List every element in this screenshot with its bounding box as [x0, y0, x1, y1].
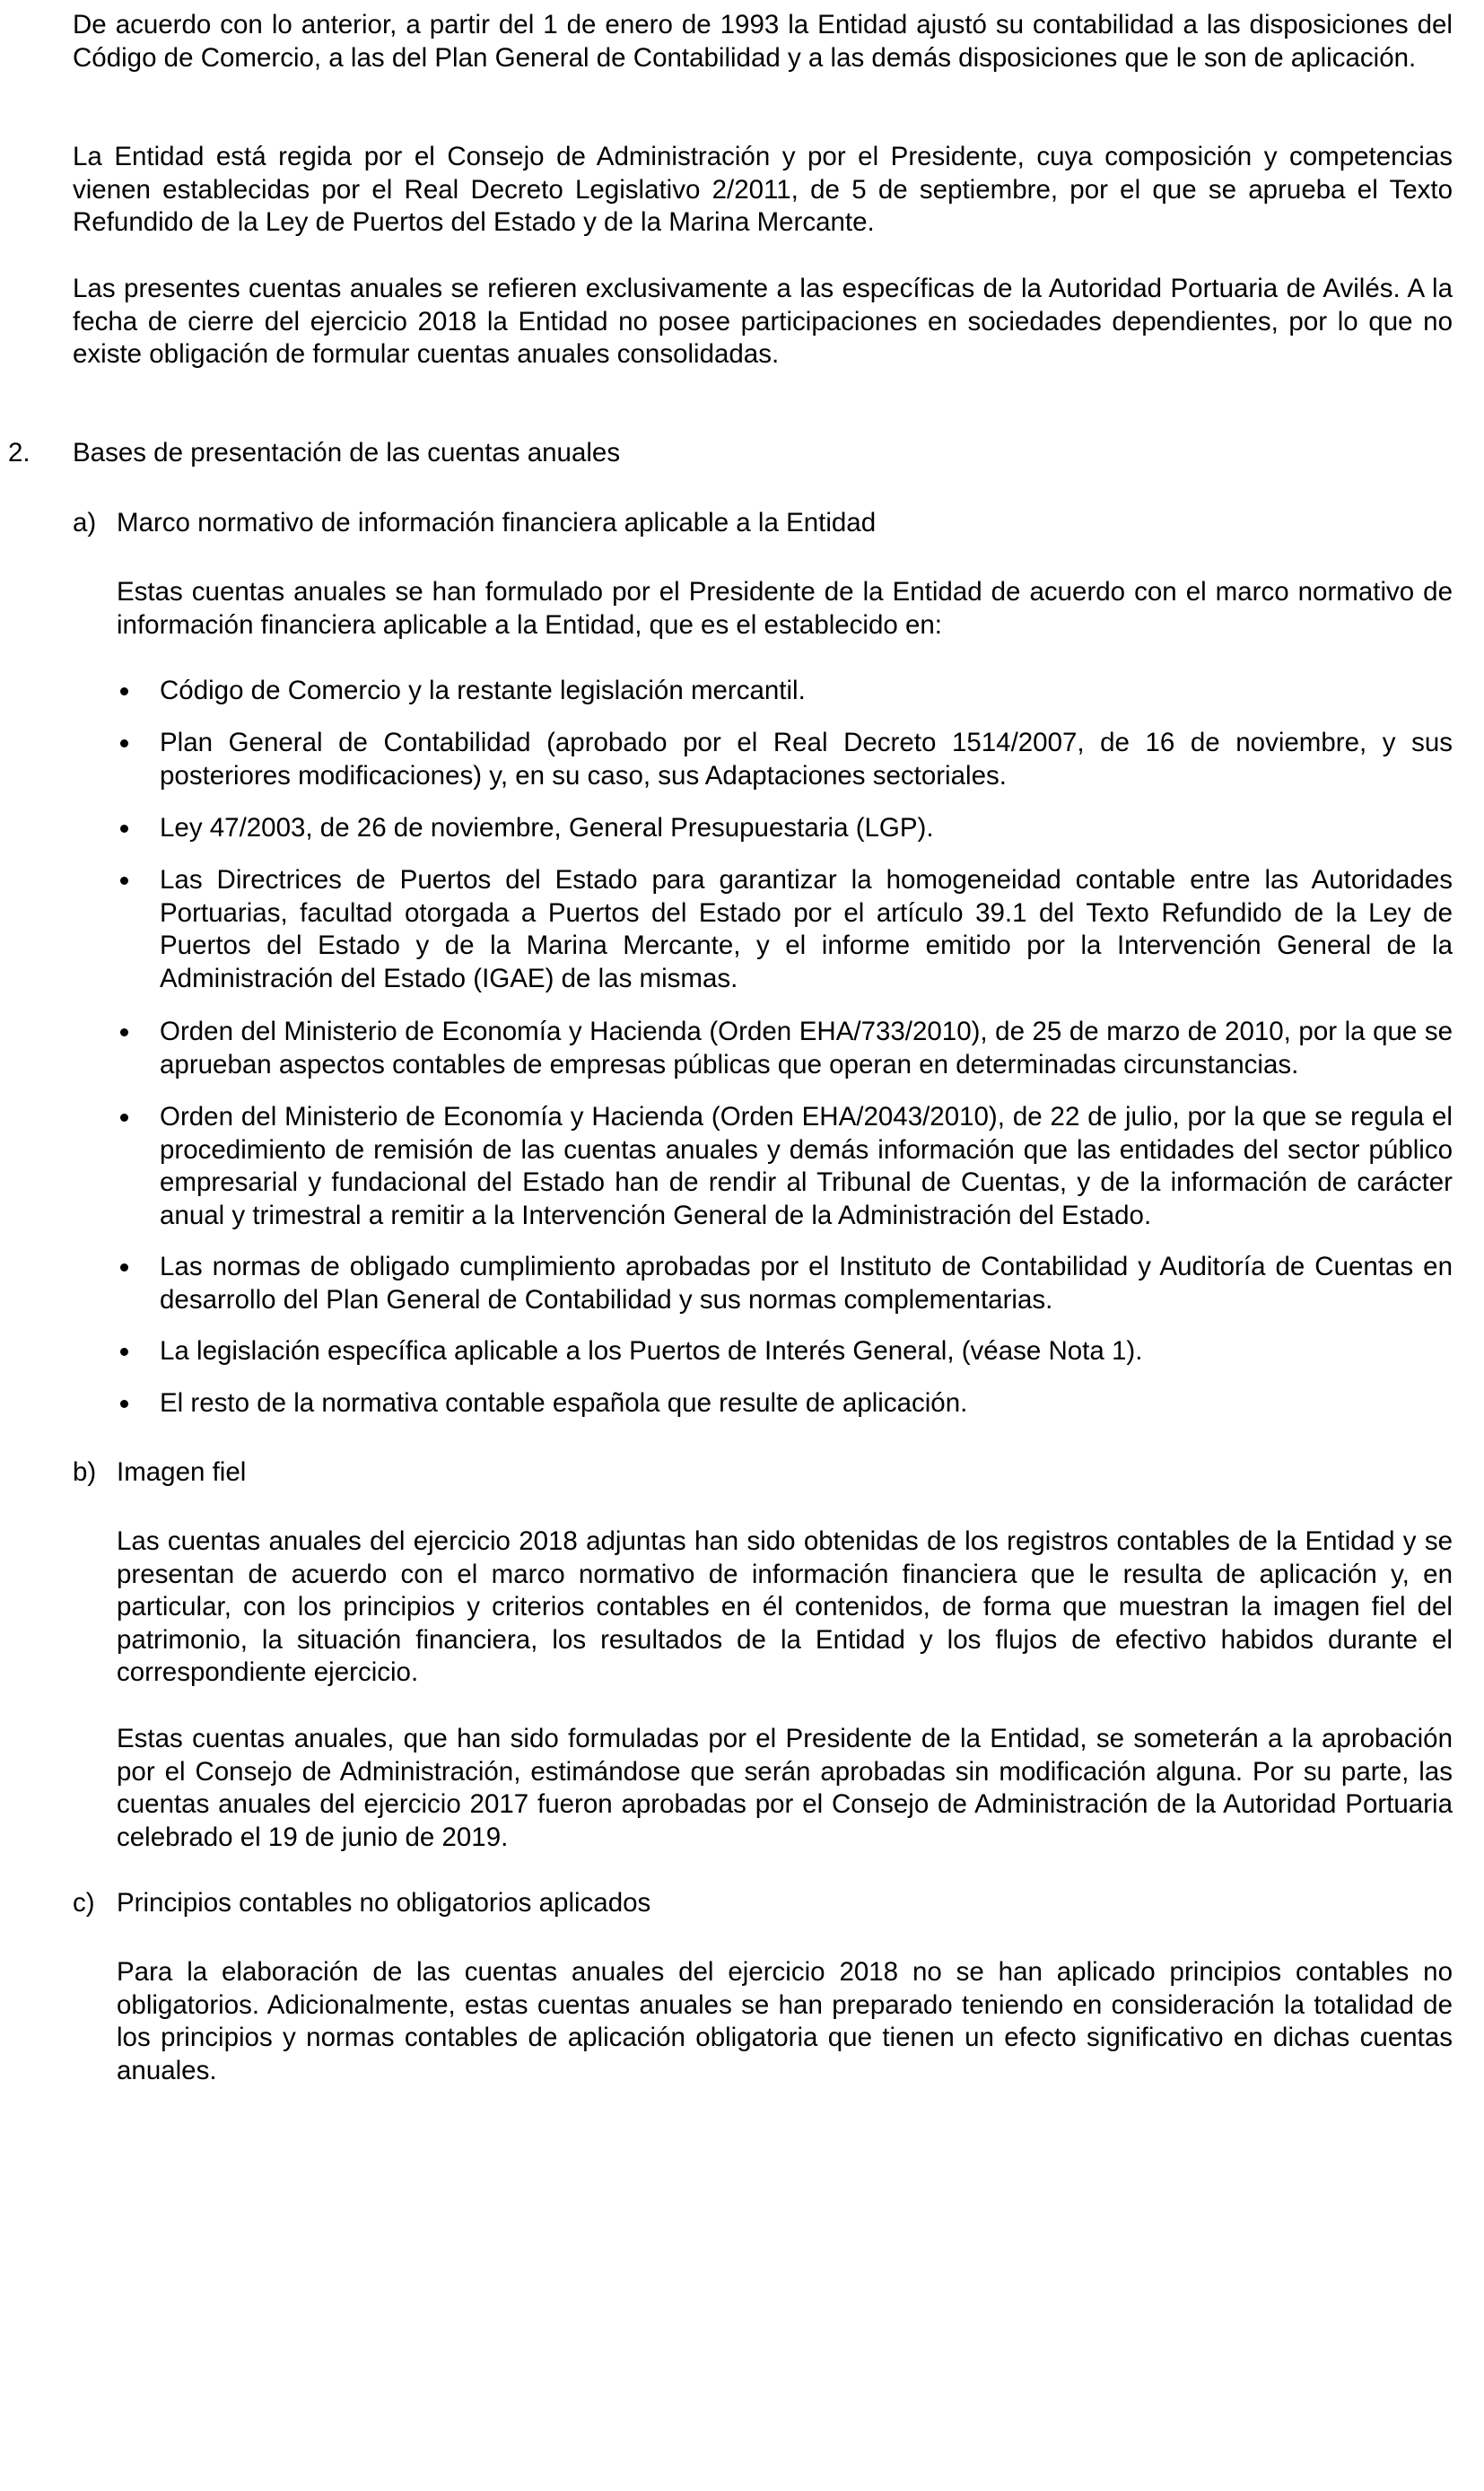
subsection-c-paragraph-1: Para la elaboración de las cuentas anuales del ejercicio 2018 no se han aplicado principios contables no obligatorios. Adicionalmente, estas cuentas anuales se han preparado teniendo en consideración la totalidad de los principios y normas contables de aplicación obligatoria que tienen un efecto significativo en dichas cuentas anuales. — [117, 1957, 1453, 2085]
subsection-b-marker: b) — [73, 1457, 97, 1487]
list-item — [117, 864, 1453, 995]
subsection-c-marker: c) — [73, 1888, 95, 1918]
subsection-b-paragraph-1: Las cuentas anuales del ejercicio 2018 adjuntas han sido obtenidas de los registros contables de la Entidad y se presentan de acuerdo con el marco normativo de información financiera que le resulta de aplicación y, en particular, con los principios y criterios contables en él contenidos, de forma que muestran la imagen fiel del patrimonio, la situación financiera, los resultados de la Entidad y los flujos de efectivo habidos durante el correspondiente ejercicio. — [117, 1526, 1453, 1687]
bullet-dot-icon — [120, 739, 128, 747]
section-2-number: 2. — [8, 438, 31, 468]
bullet-dot-icon — [120, 877, 128, 885]
list-item — [117, 1335, 1453, 1368]
list-item — [117, 675, 1453, 708]
bullet-dot-icon — [120, 825, 128, 833]
list-item-text: Las normas de obligado cumplimiento aprobadas por el Instituto de Contabilidad y Auditoría de Cuentas en desarrollo del Plan General de Contabilidad y sus normas complementarias. — [160, 1252, 1453, 1315]
list-item-text: El resto de la normativa contable española que resulte de aplicación. — [160, 1388, 968, 1418]
list-item-text: Plan General de Contabilidad (aprobado por el Real Decreto 1514/2007, de 16 de noviembre, y sus posteriores modificaciones) y, en su caso, sus Adaptaciones sectoriales. — [160, 728, 1453, 791]
list-item-text: Código de Comercio y la restante legislación mercantil. — [160, 676, 806, 705]
intro-paragraph-3: Las presentes cuentas anuales se refieren exclusivamente a las específicas de la Autoridad Portuaria de Avilés. A la fecha de cierre del ejercicio 2018 la Entidad no posee participaciones en sociedades dependientes, por lo que no existe obligación de formular cuentas anuales consolidadas. — [73, 274, 1453, 369]
bullet-dot-icon — [120, 1263, 128, 1272]
list-item — [117, 1251, 1453, 1316]
list-item-text: Orden del Ministerio de Economía y Hacienda (Orden EHA/733/2010), de 25 de marzo de 2010, por la que se aprueban aspectos contables de empresas públicas que operan en determinadas circunstancias. — [160, 1017, 1453, 1079]
subsection-b-paragraph-2: Estas cuentas anuales, que han sido formuladas por el Presidente de la Entidad, se someterán a la aprobación por el Consejo de Administración, estimándose que serán aprobadas sin modificación alguna. Por su parte, las cuentas anuales del ejercicio 2017 fueron aprobadas por el Consejo de Administración de la Autoridad Portuaria celebrado el 19 de junio de 2019. — [117, 1724, 1453, 1852]
bullet-dot-icon — [120, 1400, 128, 1408]
list-item-text: Las Directrices de Puertos del Estado para garantizar la homogeneidad contable entre las Autoridades Portuarias, facultad otorgada a Puertos del Estado por el artículo 39.1 del Texto Refundido de la Ley de Puertos del Estado y de la Marina Mercante, y el informe emitido por la Intervención General de la Administración del Estado (IGAE) de las mismas. — [160, 865, 1453, 993]
subsection-b-title: Imagen fiel — [117, 1457, 247, 1487]
subsection-c-title: Principios contables no obligatorios aplicados — [117, 1888, 651, 1918]
subsection-a-title: Marco normativo de información financiera aplicable a la Entidad — [117, 508, 877, 538]
list-item — [117, 1101, 1453, 1232]
bullet-dot-icon — [120, 687, 128, 695]
list-item — [117, 1387, 1453, 1420]
list-item-text: Orden del Ministerio de Economía y Hacienda (Orden EHA/2043/2010), de 22 de julio, por la que se regula el procedimiento de remisión de las cuentas anuales y demás información que las entidades del sector público empresarial y fundacional del Estado han de rendir al Tribunal de Cuentas, y de la información de carácter anual y trimestral a remitir a la Intervención General de la Administración del Estado. — [160, 1102, 1453, 1230]
intro-paragraph-1: De acuerdo con lo anterior, a partir del 1 de enero de 1993 la Entidad ajustó su contabilidad a las disposiciones del Código de Comercio, a las del Plan General de Contabilidad y a las demás disposiciones que le son de aplicación. — [73, 10, 1453, 73]
list-item-text: Ley 47/2003, de 26 de noviembre, General Presupuestaria (LGP). — [160, 813, 934, 843]
list-item — [117, 1016, 1453, 1081]
bullet-dot-icon — [120, 1028, 128, 1036]
intro-paragraph-2: La Entidad está regida por el Consejo de Administración y por el Presidente, cuya composición y competencias vienen establecidas por el Real Decreto Legislativo 2/2011, de 5 de septiembre, por el que se aprueba el Texto Refundido de la Ley de Puertos del Estado y de la Marina Mercante. — [73, 142, 1453, 237]
bullet-dot-icon — [120, 1114, 128, 1122]
list-item — [117, 727, 1453, 792]
subsection-a-marker: a) — [73, 508, 97, 538]
bullet-dot-icon — [120, 1348, 128, 1356]
list-item — [117, 812, 1453, 845]
section-2-title: Bases de presentación de las cuentas anuales — [73, 438, 621, 468]
list-item-text: La legislación específica aplicable a los Puertos de Interés General, (véase Nota 1). — [160, 1336, 1143, 1366]
subsection-a-intro: Estas cuentas anuales se han formulado por el Presidente de la Entidad de acuerdo con el marco normativo de información financiera aplicable a la Entidad, que es el establecido en: — [117, 577, 1453, 640]
